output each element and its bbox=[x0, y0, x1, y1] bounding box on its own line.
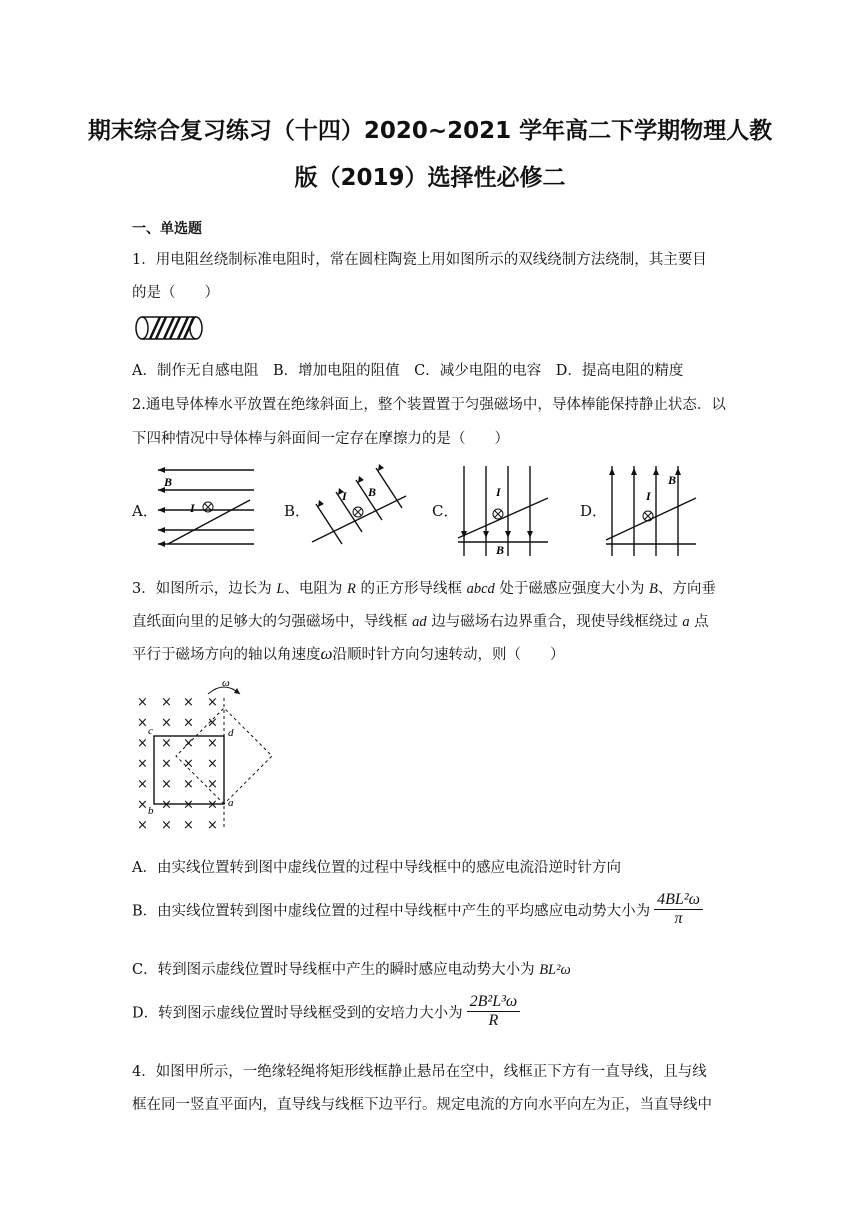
q3-rotating-frame-figure bbox=[128, 676, 278, 834]
q2d-field-letter: B bbox=[668, 473, 677, 487]
field-cross-mark: × bbox=[161, 715, 172, 731]
field-cross-mark: × bbox=[161, 818, 172, 833]
field-cross-mark: × bbox=[161, 695, 172, 710]
q2b-field-letter: B bbox=[368, 485, 377, 499]
q2-option-b-label: B． bbox=[284, 502, 311, 520]
q3-option-b-fraction: $\frac{\text{4BL²ω}}{\pi}$ bbox=[654, 891, 703, 928]
q3-option-d-fraction: $\frac{\text{2B²L³ω}}{R}$ bbox=[467, 993, 521, 1030]
q4-stem-line-2: 框在同一竖直平面内，直导线与线框下边平行。规定电流的方向水平向左为正，当直导线中 bbox=[132, 1097, 712, 1113]
q2-option-d-label: D． bbox=[580, 502, 608, 520]
field-cross-mark: × bbox=[207, 777, 218, 792]
field-cross-mark: × bbox=[137, 715, 148, 731]
svg-text:ω: ω bbox=[222, 677, 230, 689]
q3-stem-line-2: 直纸面向里的足够大的匀强磁场中，导线框 ad 边与磁场右边界重合，现使导线框绕过 a 点 bbox=[132, 614, 709, 630]
q3-option-d: D．转到图示虚线位置时导线框受到的安培力大小为 $\frac{\text{2B²L³ω}}{R}$ bbox=[132, 995, 520, 1032]
field-cross-mark: × bbox=[137, 777, 148, 792]
field-cross-mark: × bbox=[161, 797, 172, 813]
field-cross-mark: × bbox=[183, 695, 194, 710]
svg-text:d: d bbox=[228, 727, 234, 739]
q3-stem-line-1: 3．如图所示，边长为 L、电阻为 R 的正方形导线框 abcd 处于磁感应强度大小为 B、方向垂 bbox=[132, 581, 716, 597]
q1-stem-line-1: 1．用电阻丝绕制标准电阻时，常在圆柱陶瓷上用如图所示的双线绕制方法绕制，其主要目 bbox=[132, 252, 707, 268]
q2d-current-letter: I bbox=[646, 489, 651, 503]
field-cross-mark: × bbox=[183, 777, 194, 792]
svg-text:a: a bbox=[228, 797, 234, 809]
field-cross-mark: × bbox=[137, 695, 148, 710]
q2c-field-letter: B bbox=[496, 543, 505, 557]
field-cross-mark: × bbox=[183, 736, 194, 751]
q3-option-b: B．由实线位置转到图中虚线位置的过程中导线框中产生的平均感应电动势大小为 $\frac{\text{4BL²ω}}{\pi}$ bbox=[132, 893, 703, 930]
document-title-line-2: 版（2019）选择性必修二 bbox=[294, 165, 566, 191]
field-cross-mark: × bbox=[207, 695, 218, 710]
q2-figure-b bbox=[302, 462, 412, 552]
svg-text:c: c bbox=[148, 725, 153, 737]
q2c-current-letter: I bbox=[496, 485, 501, 499]
field-cross-mark: × bbox=[161, 756, 172, 772]
q4-stem-line-1: 4．如图甲所示，一绝缘轻绳将矩形线框静止悬吊在空中，线框正下方有一直导线，且与线 bbox=[132, 1064, 707, 1080]
q2-option-c-label: C． bbox=[432, 502, 459, 520]
q2a-current-letter: I bbox=[190, 501, 195, 515]
field-cross-mark: × bbox=[207, 756, 218, 772]
field-cross-mark: × bbox=[207, 715, 218, 731]
q2b-current-letter: I bbox=[342, 489, 347, 503]
field-cross-mark: × bbox=[137, 818, 148, 833]
q2a-field-letter: B bbox=[164, 475, 173, 489]
field-cross-mark: × bbox=[183, 818, 194, 833]
q3-option-a: A．由实线位置转到图中虚线位置的过程中导线框中的感应电流沿逆时针方向 bbox=[132, 860, 621, 876]
q1-stem-line-2: 的是（ ） bbox=[132, 285, 219, 301]
field-cross-mark: × bbox=[207, 797, 218, 813]
q2-figure-c bbox=[452, 462, 552, 557]
document-title-line-1: 期末综合复习练习（十四）2020~2021 学年高二下学期物理人教 bbox=[87, 118, 773, 144]
svg-text:b: b bbox=[148, 805, 154, 817]
q2-stem-line-1: 2.通电导体棒水平放置在绝缘斜面上，整个装置置于匀强磁场中，导体棒能保持静止状态．以 bbox=[132, 397, 726, 413]
field-cross-mark: × bbox=[137, 736, 148, 751]
q2-stem-line-2: 下四种情况中导体棒与斜面间一定存在摩擦力的是（ ） bbox=[132, 431, 509, 447]
field-cross-mark: × bbox=[183, 715, 194, 731]
q3-stem-line-3: 平行于磁场方向的轴以角速度ω沿顺时针方向匀速转动，则（ ） bbox=[132, 644, 565, 663]
field-cross-mark: × bbox=[161, 736, 172, 751]
field-cross-mark: × bbox=[161, 777, 172, 792]
field-cross-mark: × bbox=[137, 756, 148, 772]
q2-figure-d bbox=[600, 462, 700, 557]
q1-coil-figure bbox=[130, 312, 210, 342]
field-cross-mark: × bbox=[207, 818, 218, 833]
field-cross-mark: × bbox=[183, 797, 194, 813]
q2-figure-a bbox=[150, 462, 260, 552]
field-cross-mark: × bbox=[207, 736, 218, 751]
q3-option-c: C．转到图示虚线位置时导线框中产生的瞬时感应电动势大小为 BL²ω bbox=[132, 962, 571, 978]
section-heading: 一、单选题 bbox=[132, 221, 202, 237]
field-cross-mark: × bbox=[137, 797, 148, 813]
q1-options: A．制作无自感电阻 B．增加电阻的阻值 C．减少电阻的电容 D．提高电阻的精度 bbox=[132, 363, 684, 379]
q2-option-a-label: A． bbox=[132, 502, 158, 520]
field-cross-mark: × bbox=[183, 756, 194, 772]
